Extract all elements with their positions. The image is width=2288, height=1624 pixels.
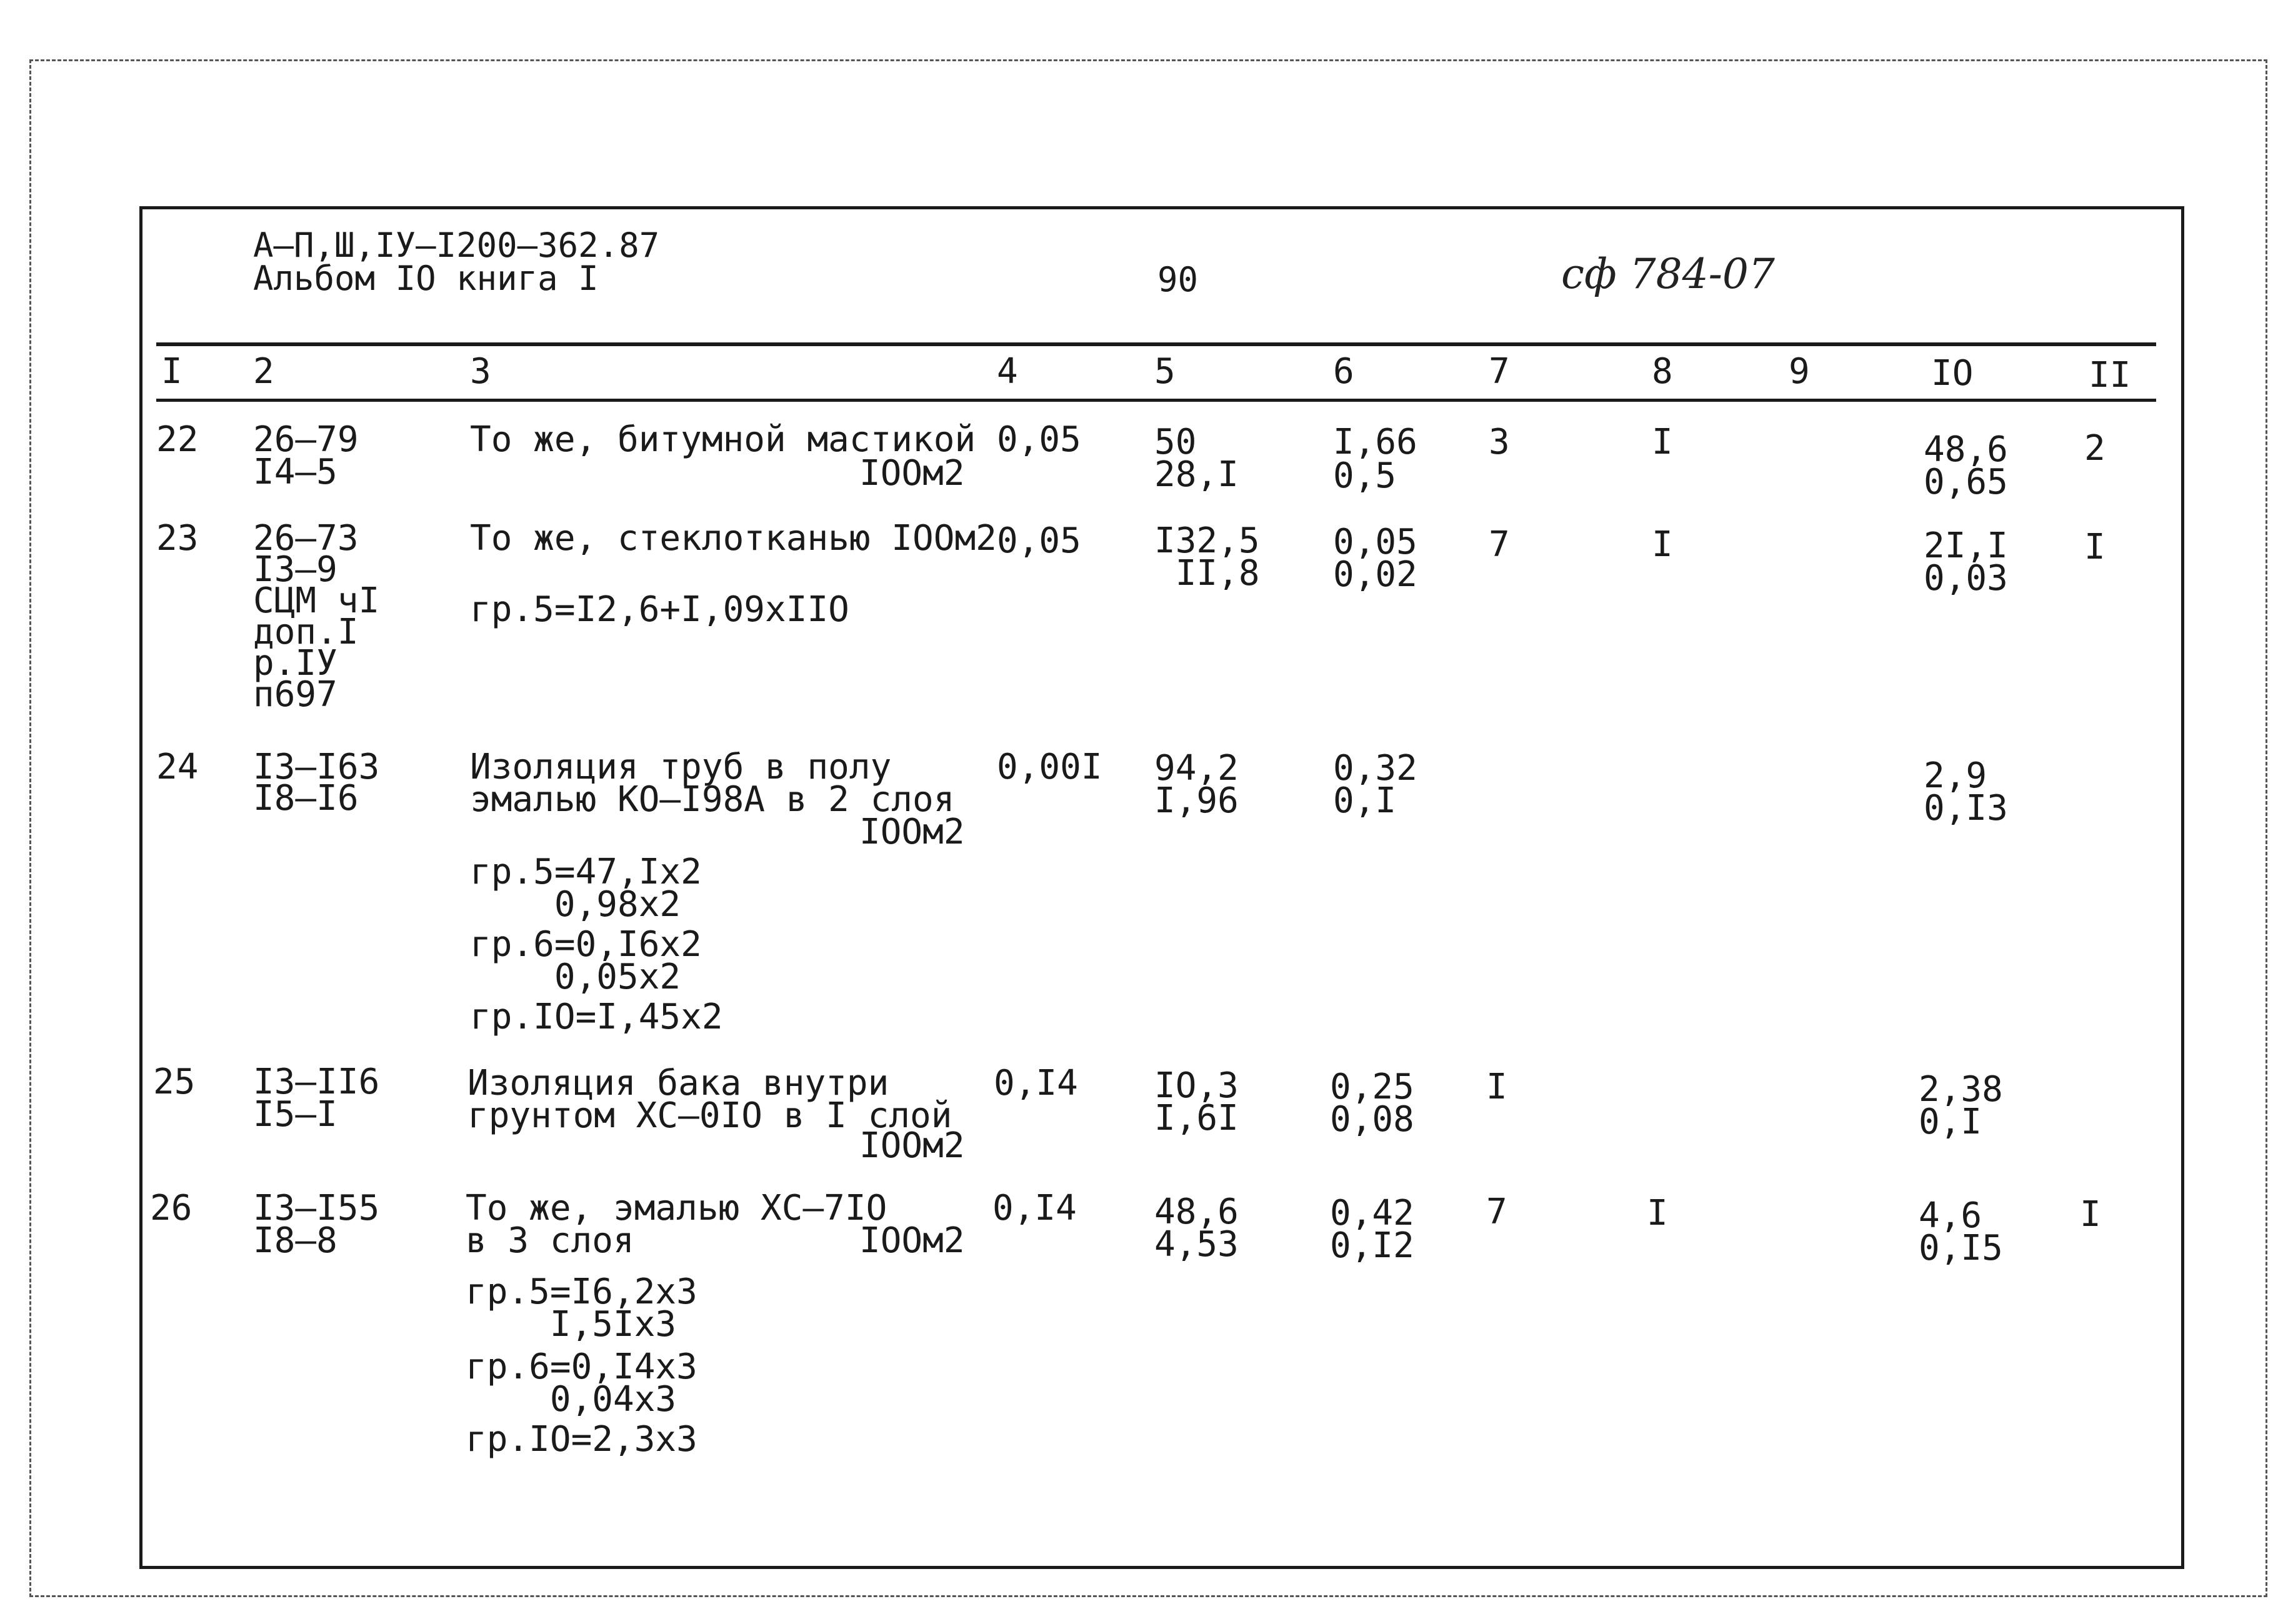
calc-formula: гр.IO=2,3x3 <box>466 1419 697 1460</box>
rate-code: I3–II6 <box>253 1062 380 1102</box>
quantity: 0,00I <box>997 747 1102 787</box>
doc-code: А–П,Ш,IУ–I200–362.87 <box>253 226 660 265</box>
col5-value: I,96 <box>1154 780 1239 821</box>
rate-code: доп.I <box>253 612 359 652</box>
col7-value: 7 <box>1489 524 1510 565</box>
calc-formula: гр.5=47,Ix2 <box>470 852 702 892</box>
rate-code: I3–I55 <box>253 1188 380 1228</box>
rate-code: I8–I6 <box>253 778 359 819</box>
col11-value: 2 <box>2084 428 2106 469</box>
col11-value: I <box>2080 1194 2101 1235</box>
rate-code: 26–79 <box>253 419 359 460</box>
col7-value: 7 <box>1486 1192 1507 1232</box>
col5-value: 48,6 <box>1154 1192 1239 1232</box>
work-description: Изоляция труб в полу <box>470 747 892 787</box>
col5-value: 4,53 <box>1154 1224 1239 1265</box>
col8-value: I <box>1647 1193 1668 1233</box>
row-number: 24 <box>156 747 199 787</box>
col6-value: 0,02 <box>1333 554 1417 595</box>
column-number: 7 <box>1489 351 1510 392</box>
table-top-rule <box>156 342 2156 346</box>
calc-formula: I,5Ix3 <box>466 1304 677 1345</box>
col6-value: I,66 <box>1333 422 1417 462</box>
work-description: То же, эмалью ХС–7IO <box>466 1188 887 1228</box>
measure-unit: IOOм2 <box>859 812 965 852</box>
row-number: 26 <box>150 1188 192 1228</box>
col5-value: 94,2 <box>1154 748 1239 789</box>
col10-value: 48,6 <box>1924 429 2008 470</box>
column-number: 3 <box>470 351 491 392</box>
row-number: 22 <box>156 419 199 460</box>
col8-value: I <box>1652 422 1673 462</box>
column-number: 4 <box>997 351 1018 392</box>
column-number: IO <box>1931 353 1974 394</box>
rate-code: п697 <box>253 674 337 715</box>
rate-code: I3–I63 <box>253 747 380 787</box>
page-frame <box>139 206 2184 1569</box>
col7-value: 3 <box>1489 422 1510 462</box>
calc-formula: гр.6=0,I4x3 <box>466 1347 697 1387</box>
rate-code: СЦМ чI <box>253 580 380 621</box>
rate-code: I3–9 <box>253 549 337 590</box>
col6-value: 0,25 <box>1330 1067 1414 1107</box>
col10-value: 0,I5 <box>1919 1228 2003 1268</box>
calc-formula: 0,05x2 <box>470 957 681 997</box>
work-description: Изоляция бака внутри <box>467 1063 889 1103</box>
col6-value: 0,32 <box>1333 748 1417 789</box>
work-description: в 3 слоя <box>466 1220 634 1261</box>
col6-value: 0,I2 <box>1330 1225 1414 1266</box>
col5-value: I,6I <box>1154 1098 1239 1138</box>
calc-formula: гр.6=0,I6x2 <box>470 924 702 965</box>
work-description: грунтом ХС–0IO в I слой <box>467 1095 952 1136</box>
row-number: 25 <box>153 1062 196 1102</box>
col7-value: I <box>1486 1067 1507 1107</box>
col10-value: 4,6 <box>1919 1195 1982 1236</box>
rate-code: 26–73 <box>253 518 359 559</box>
quantity: 0,I4 <box>994 1063 1078 1103</box>
col5-value: II,8 <box>1154 553 1260 594</box>
col5-value: 28,I <box>1154 454 1239 495</box>
calc-formula: 0,98x2 <box>470 884 681 925</box>
work-description: То же, стеклотканью IOOм2 <box>470 518 997 559</box>
col5-value: I32,5 <box>1154 521 1260 561</box>
column-number: 9 <box>1789 351 1810 392</box>
col10-value: 0,03 <box>1924 558 2008 599</box>
page-number: 90 <box>1157 260 1199 299</box>
quantity: 0,05 <box>997 521 1081 561</box>
column-number: I <box>161 351 182 392</box>
col10-value: 2I,I <box>1924 526 2008 566</box>
header-bottom-rule <box>156 399 2156 402</box>
album-title: Альбом IO книга I <box>253 259 599 298</box>
rate-code: I8–8 <box>253 1220 337 1261</box>
col5-value: IO,3 <box>1154 1065 1239 1106</box>
column-number: 8 <box>1652 351 1673 392</box>
col6-value: 0,05 <box>1333 522 1417 562</box>
calc-formula: гр.IO=I,45x2 <box>470 997 723 1037</box>
col8-value: I <box>1652 524 1673 565</box>
col6-value: 0,5 <box>1333 456 1397 496</box>
col11-value: I <box>2084 527 2106 567</box>
rate-code: I5–I <box>253 1094 337 1135</box>
col5-value: 50 <box>1154 422 1197 462</box>
column-number: 5 <box>1154 351 1176 392</box>
calc-formula: гр.5=I6,2x3 <box>466 1272 697 1312</box>
rate-code: I4–5 <box>253 452 337 492</box>
col10-value: 2,9 <box>1924 755 1987 796</box>
column-number: 6 <box>1333 351 1354 392</box>
calc-formula: 0,04x3 <box>466 1379 677 1420</box>
column-number: 2 <box>253 351 274 392</box>
col10-value: 0,65 <box>1924 462 2008 502</box>
quantity: 0,I4 <box>992 1188 1077 1228</box>
calc-formula: гр.5=I2,6+I,09xIIO <box>470 589 849 630</box>
quantity: 0,05 <box>997 419 1081 460</box>
row-number: 23 <box>156 518 199 559</box>
measure-unit: IOOм2 <box>859 1220 965 1261</box>
rate-code: р.IУ <box>253 643 337 684</box>
measure-unit: IOOм2 <box>859 1125 965 1166</box>
col6-value: 0,I <box>1333 780 1397 821</box>
handwritten-mark: сф 784-07 <box>1561 250 1775 298</box>
measure-unit: IOOм2 <box>859 453 965 494</box>
column-number: II <box>2089 355 2131 396</box>
col10-value: 0,I3 <box>1924 788 2008 829</box>
col10-value: 2,38 <box>1919 1069 2003 1110</box>
col6-value: 0,08 <box>1330 1099 1414 1140</box>
col10-value: 0,I <box>1919 1102 1982 1142</box>
col6-value: 0,42 <box>1330 1193 1414 1233</box>
work-description: эмалью КО–I98А в 2 слоя <box>470 779 955 820</box>
work-description: То же, битумной мастикой <box>470 419 976 460</box>
